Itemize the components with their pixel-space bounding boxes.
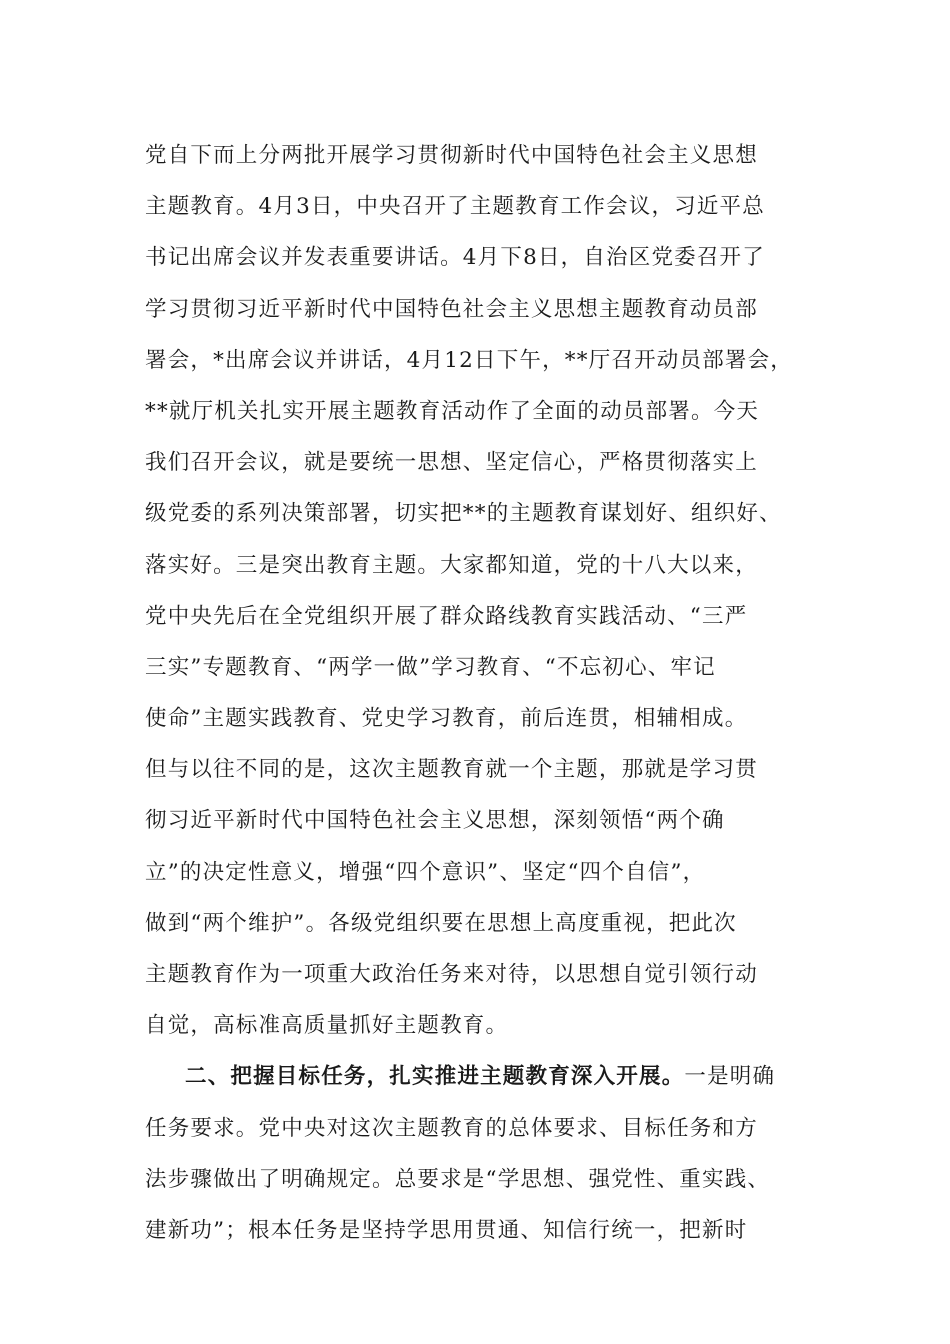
document-body (145, 130, 825, 1256)
paragraph-line: 署会，*出席会议并讲话，4月12日下午，**厅召开动员部署会， (145, 347, 793, 373)
paragraph-line: 法步骤做出了明确规定。总要求是“学思想、强党性、重实践、 (145, 1166, 771, 1192)
paragraph-line: 自觉，高标准高质量抓好主题教育。 (145, 1013, 509, 1039)
paragraph-line: 主题教育作为一项重大政治任务来对待，以思想自觉引领行动 (145, 962, 758, 987)
paragraph-line: 主题教育。4月3日，中央召开了主题教育工作会议，习近平总 (145, 194, 765, 220)
paragraph-line: 彻习近平新时代中国特色社会主义思想，深刻领悟“两个确 (145, 808, 725, 834)
paragraph-line: 党自下而上分两批开展学习贯彻新时代中国特色社会主义思想 (145, 143, 758, 168)
paragraph-line: 三实”专题教育、“两学一做”学习教育、“不忘初心、牢记 (145, 654, 716, 680)
paragraph-line: 做到“两个维护”。各级党组织要在思想上高度重视，把此次 (145, 910, 737, 936)
paragraph-line: 落实好。三是突出教育主题。大家都知道，党的十八大以来， (145, 552, 758, 578)
paragraph-line: 学习贯彻习近平新时代中国特色社会主义思想主题教育动员部 (145, 296, 758, 322)
section-heading-line (145, 1051, 825, 1102)
paragraph-line: 但与以往不同的是，这次主题教育就一个主题，那就是学习贯 (145, 757, 758, 783)
section-heading-continuation: 一是明确 (684, 1064, 776, 1090)
paragraph-line: 级党委的系列决策部署，切实把**的主题教育谋划好、组织好、 (145, 501, 782, 527)
paragraph-line: 任务要求。党中央对这次主题教育的总体要求、目标任务和方 (145, 1115, 758, 1141)
paragraph-line: 我们召开会议，就是要统一思想、坚定信心，严格贯彻落实上 (145, 450, 758, 476)
paragraph-line: 建新功”；根本任务是坚持学思用贯通、知信行统一，把新时 (145, 1217, 748, 1243)
paragraph-line: 立”的决定性意义，增强“四个意识”、坚定“四个自信”， (145, 859, 706, 885)
paragraph-line: **就厅机关扎实开展主题教育活动作了全面的动员部署。今天 (145, 398, 760, 424)
paragraph-line: 党中央先后在全党组织开展了群众路线教育实践活动、“三严 (145, 603, 748, 629)
paragraph-line: 使命”主题实践教育、党史学习教育，前后连贯，相辅相成。 (145, 706, 748, 732)
section-heading: 二、把握目标任务，扎实推进主题教育深入开展。 (185, 1064, 685, 1090)
paragraph-line: 书记出席会议并发表重要讲话。4月下8日，自治区党委召开了 (145, 245, 765, 271)
